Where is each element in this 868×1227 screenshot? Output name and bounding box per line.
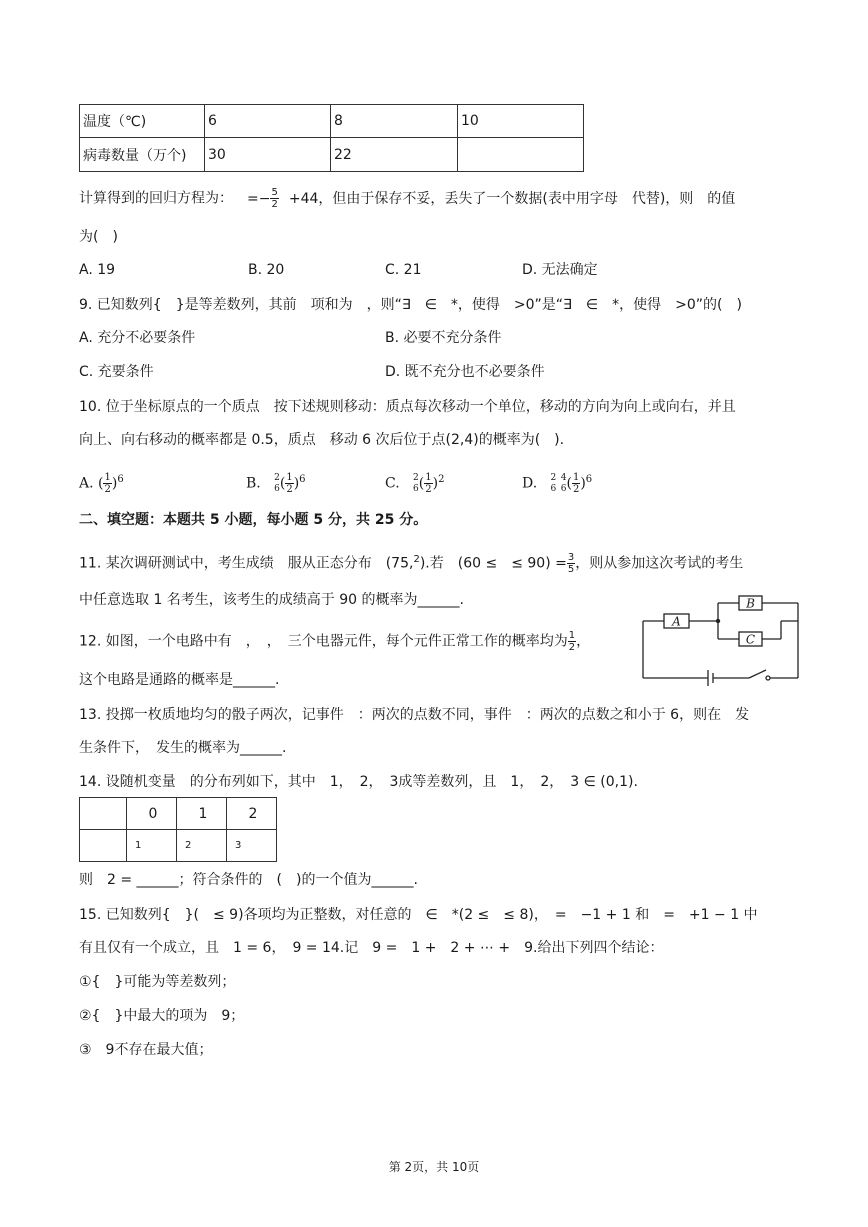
q15-conclusion-2: ②{ }中最大的项为 9； [79, 1008, 245, 1024]
q15-conclusion-1: ①{ }可能为等差数列； [79, 974, 236, 990]
table-cell: 0 [127, 798, 177, 830]
table-row [80, 105, 584, 138]
q14-line1: 14. 设随机变量 的分布列如下，其中 1， 2， 3成等差数列，且 1， 2， 3 ∈ (0,1). [79, 774, 638, 790]
q9-option-a: A. 充分不必要条件 [79, 330, 196, 346]
q9-option-d: D. 既不充分也不必要条件 [385, 364, 545, 380]
q11-line2: 中任意选取 1 名考生，该考生的成绩高于 90 的概率为______. [79, 592, 464, 608]
table-cell: 10 [458, 105, 584, 138]
table-cell: 1 [177, 798, 227, 830]
q9-stem: 9. 已知数列{ }是等差数列，其前 项和为 ，则“∃ ∈ *，使得 >0”是“∃ ∈ *，使得 >0”的( ) [79, 297, 742, 313]
table-cell: 1 [127, 830, 177, 862]
table-row [80, 798, 277, 830]
q9-option-b: B. 必要不充分条件 [385, 330, 502, 346]
q15-conclusion-3: ③ 9不存在最大值； [79, 1042, 213, 1058]
table-cell: 8 [331, 105, 458, 138]
q11-fraction: $\frac{3}{5}$ [567, 552, 575, 576]
component-b-label: B [746, 596, 755, 611]
q8-line1: 计算得到的回归方程为： =− $\frac{5}{2}$ +44，但由于保存不妥，丢失了一个数据(表中用字母 代替)，则 的值 [79, 187, 736, 210]
q8-line2: 为( ) [79, 229, 118, 245]
table-cell [80, 830, 127, 862]
table-cell: 30 [205, 138, 331, 172]
q10-option-b: B. 2 6 ( $\frac{1}{2}$ )$^6$ [246, 472, 306, 496]
q8-option-d: D. 无法确定 [522, 262, 598, 278]
table-cell: 温度（℃) [80, 105, 205, 138]
q9-option-c: C. 充要条件 [79, 364, 154, 380]
table-cell [80, 798, 127, 830]
q15-line1: 15. 已知数列{ }( ≤ 9)各项均为正整数，对任意的 ∈ *(2 ≤ ≤ 8)， = −1 + 1 和 = +1 − 1 中 [79, 907, 758, 923]
temperature-virus-table [79, 104, 584, 172]
q11-line1: 11. 某次调研测试中，考生成绩 服从正态分布 (75,$^2$).若 (60 ≤ ≤ 90) = $\frac{3}{5}$ ，则从参加这次考试的考生 [79, 552, 744, 576]
circuit-diagram [640, 592, 802, 686]
q12-fraction: $\frac{1}{2}$ [568, 630, 576, 653]
table-row [80, 138, 584, 172]
table-cell: 2 [227, 798, 277, 830]
page-footer: 第 2页，共 10页 [388, 1160, 480, 1174]
table-cell: 6 [205, 105, 331, 138]
q10-option-d: D. 2 6 4 6 ( $\frac{1}{2}$ )$^6$ [522, 472, 593, 496]
section-heading: 二、填空题：本题共 5 小题，每小题 5 分，共 25 分。 [79, 512, 428, 528]
component-c-label: C [745, 632, 756, 647]
q15-line2: 有且仅有一个成立，且 1 = 6， 9 = 14.记 9 = 1 + 2 + ⋯ + 9.给出下列四个结论： [79, 940, 664, 956]
q12-line1: 12. 如图，一个电路中有 ， ， 三个电器元件，每个元件正常工作的概率均为 $\frac{1}{2}$ ， [79, 630, 591, 653]
q8-equation: =− [247, 190, 271, 207]
q13-line2: 生条件下， 发生的概率为______. [79, 740, 287, 756]
q10-line2: 向上、向右移动的概率都是 0.5，质点 移动 6 次后位于点(2,4)的概率为( ). [79, 432, 565, 448]
q8-option-a: A. 19 [79, 262, 116, 278]
q12-line2: 这个电路是通路的概率是______. [79, 672, 280, 688]
table-cell: 22 [331, 138, 458, 172]
q14-line2: 则 2 = ______；符合条件的 ( )的一个值为______. [79, 872, 418, 888]
q10-option-c: C. 2 6 ( $\frac{1}{2}$ )$^2$ [385, 472, 445, 496]
table-cell: 病毒数量（万个) [80, 138, 205, 172]
q10-line1: 10. 位于坐标原点的一个质点 按下述规则移动：质点每次移动一个单位，移动的方向为向上或向右，并且 [79, 399, 736, 415]
q8-fraction: $\frac{5}{2}$ [271, 187, 278, 210]
table-row [80, 830, 277, 862]
q13-line1: 13. 投掷一枚质地均匀的骰子两次，记事件 ：两次的点数不同，事件 ：两次的点数之和小于 6，则在 发 [79, 707, 750, 723]
table-cell: 2 [177, 830, 227, 862]
q8-option-c: C. 21 [385, 262, 422, 278]
distribution-table [79, 797, 277, 862]
table-cell [458, 138, 584, 172]
table-cell: 3 [227, 830, 277, 862]
q10-option-a: A. ( $\frac{1}{2}$ )$^6$ [79, 472, 124, 496]
q8-option-b: B. 20 [248, 262, 285, 278]
component-a-label: A [672, 614, 681, 629]
